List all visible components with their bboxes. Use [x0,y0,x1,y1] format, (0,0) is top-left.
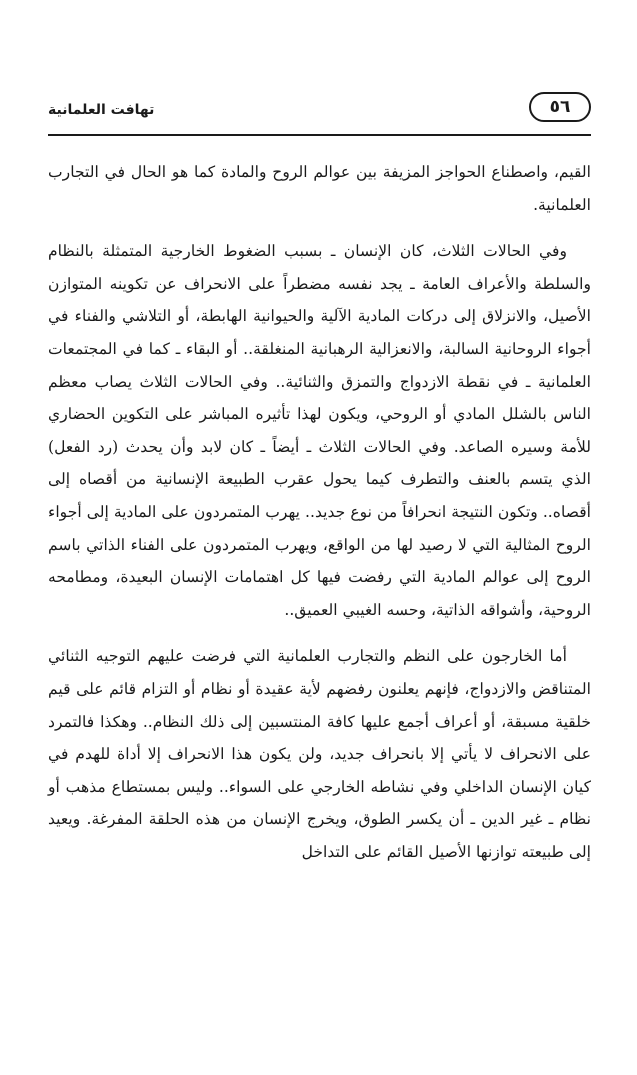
header-rule [48,134,591,136]
running-title: تهافت العلمانية [48,102,155,118]
paragraph-1: القيم، واصطناع الحواجز المزيفة بين عوالم الروح والمادة كما هو الحال في التجارب العلمانية. [48,163,591,214]
paragraph-2: وفي الحالات الثلاث، كان الإنسان ـ بسبب الضغوط الخارجية المتمثلة بالنظام والسلطة والأعراف العامة ـ يجد نفسه مضطراً على الانحراف عن تكوينه المتوازن الأصيل، والانزلاق إلى دركات المادية الآلية والحيوانية الهابطة، أو التلاشي والفناء في أجواء الروحانية السالبة، والانعزالية الرهبانية المنغلقة.. أو البقاء ـ كما في المجتمعات العلمانية ـ في نقطة الازدواج والتمزق والثنائية.. وفي الحالات الثلاث يصاب معظم الناس بالشلل المادي أو الروحي، ويكون لهذا تأثيره المباشر على التكوين الحضاري للأمة وسيره الصاعد. وفي الحالات الثلاث ـ أيضاً ـ كان لابد وأن يحدث (رد الفعل) الذي يتسم بالعنف والتطرف كيما يحول عقرب الطبيعة الإنسانية من أقصاه إلى أقصاه.. وتكون النتيجة انحرافاً من نوع جديد.. يهرب المتمردون على المادية إلى أجواء الروح المثالية التي لا رصيد لها من الواقع، ويهرب المتمردون على الفناء الذاتي باسم الروح إلى عوالم المادية التي رفضت فيها كل اهتمامات الإنسان البعيدة، ومطامحه الروحية، وأشواقه الذاتية، وحسه الغيبي العميق.. [48,242,591,619]
page-header [48,92,591,132]
paragraph-3: أما الخارجون على النظم والتجارب العلمانية التي فرضت عليهم التوجيه الثنائي المتناقض والازدواج، فإنهم يعلنون رفضهم لأية عقيدة أو نظام أو التزام قائم على قيم خلقية مسبقة، أو أعراف أجمع عليها كافة المنتسبين إلى ذلك النظام.. وهكذا فالتمرد على الانحراف لا يأتي إلا بانحراف جديد، ولن يكون هذا الانحراف إلا أداة للهدم في كيان الإنسان الداخلي وفي نشاطه الخارجي على السواء.. وليس بمستطاع مذهب أو نظام ـ غير الدين ـ أن يكسر الطوق، ويخرج الإنسان من هذه الحلقة المفرغة. ويعيد إلى طبيعته توازنها الأصيل القائم على التداخل [48,647,591,861]
page-body [48,156,591,868]
page-number: ٥٦ [529,92,591,122]
